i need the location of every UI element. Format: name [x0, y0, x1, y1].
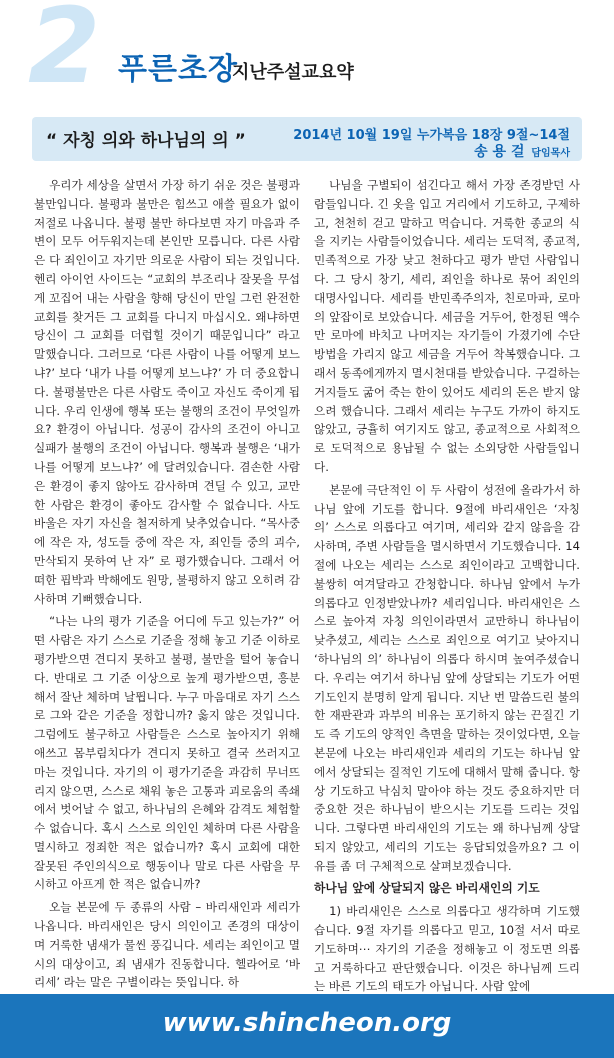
left-column [34, 176, 300, 992]
page-header [0, 0, 614, 112]
page-number: 2 [28, 0, 101, 107]
paragraph: 우리가 세상을 살면서 가장 하기 쉬운 것은 불평과 불만입니다. 불평과 불만은 힘쓰고 애쓸 필요가 없이 저절로 나옵니다. 불평 불만 하다보면 자기 마음과 주변이 모두 어두워지는데 본인만 모릅니다. 다른 사람은 다 죄인이고 자기만 의로운 사람이 되는 것입니다. 헨리 아이언 사이드는 “교회의 부조리나 잘못을 무섭게 꼬집어 내는 사람을 향해 당신이 만일 그런 완전한 교회를 찾거든 그 교회를 다니지 마십시오. 왜냐하면 당신이 그 교회를 더럽힐 것이기 때문입니다” 라고 말했습니다. 그러므로 ‘다른 사람이 나를 어떻게 보느냐?’ 보다 ‘내가 나를 어떻게 보느냐?’ 가 더 중요합니다. 불평불만은 다른 사람도 죽이고 자신도 죽이게 됩니다. 우리 인생에 행복 또는 불행의 조건이 무엇일까요? 환경이 아닙니다. 성공이 감사의 조건이 아니고 실패가 불행의 조건이 아닙니다. 행복과 불행은 ‘내가 나를 어떻게 보느냐?’ 에 달려있습니다. 겸손한 사람은 환경이 좋지 않아도 감사하며 견딜 수 있고, 교만한 사람은 환경이 좋아도 감사할 수 없습니다. 사도 바울은 자기 자신을 철저하게 낮추었습니다. “목사중에 작은 자, 성도들 중에 작은 자, 죄인들 중의 괴수, 만삭되지 못하여 난 자” 로 평가했습니다. 그래서 어떠한 핍박과 박해에도 원망, 불평하지 않고 오히려 감사하며 기뻐했습니다. [34, 178, 300, 606]
right-column [314, 176, 580, 996]
footer-bar [0, 994, 614, 1058]
preacher [474, 141, 570, 161]
sermon-date-scripture: 2014년 10월 19일 누가복음 18장 9절~14절 [293, 128, 570, 143]
subheading: 하나님 앞에 상달되지 않은 바리새인의 기도 [314, 881, 540, 896]
paragraph: 오늘 본문에 두 종류의 사람 – 바리새인과 세리가 나옵니다. 바리새인은 당시 의인이고 존경의 대상이며 거룩한 냄새가 물씬 풍깁니다. 세리는 죄인이고 멸시의 대상이고, 죄 냄새가 진동합니다. 헬라어로 ‘바리세’ 라는 말은 구별이라는 뜻입니다. 하 [34, 900, 300, 990]
paragraph: 나님을 구별되이 섬긴다고 해서 가장 존경받던 사람들입니다. 긴 옷을 입고 거리에서 기도하고, 구제하고, 천천히 걷고 말하고 먹습니다. 거룩한 종교의 식을 지키는 사람들이었습니다. 세리는 도덕적, 종교적,민족적으로 가장 낮고 천하다고 평가 받던 사람입니다. 그 당시 창기, 세리, 죄인을 하나로 묶어 죄인의 대명사입니다. 세리를 반민족주의자, 친로마파, 로마의 앞잡이로 보았습니다. 세금을 거두어, 한정된 액수만 로마에 바치고 나머지는 자기들이 가졌기에 수단방법을 가리지 않고 세금을 거두어 착복했습니다. 그래서 동족에게까지 멸시천대를 받았습니다. 구걸하는 거지들도 굶어 죽는 한이 있어도 세리의 돈은 받지 않으려 했습니다. 그래서 세리는 누구도 가까이 하지도 않았고, 긍휼히 여기지도 않고, 종교적으로 사회적으로 도덕적으로 용납될 수 없는 소외당한 사람들입니다. [314, 178, 580, 474]
sermon-title: “ 자칭 의와 하나님의 의 ” [46, 131, 246, 151]
preacher-name: 송 용 걸 [474, 144, 525, 160]
sermon-banner [32, 117, 582, 161]
section-subtitle: 지난주설교요약 [232, 62, 354, 83]
website-link[interactable]: www.shincheon.org [162, 1008, 452, 1038]
paragraph: “나는 나의 평가 기준을 어디에 두고 있는가?” 어떤 사람은 자기 스스로 기준을 정해 놓고 기준 이하로 평가받으면 견디지 못하고 불평, 불만을 털어 놓습니다. 반대로 그 기준 이상으로 높게 평가받으면, 흥분해서 잘난 체하며 날뜁니다. 누구 마음대로 자기 스스로 그와 같은 기준을 정합니까? 옳지 않은 것입니다. 그럼에도 불구하고 사람들은 스스로 높아지기 위해 애쓰고 몸부림치다가 견디지 못하고 결국 쓰러지고 마는 것입니다. 자기의 이 평가기준을 과감히 무너뜨리지 않으면, 스스로 채워 놓은 고통과 괴로움의 족쇄에서 벗어날 수 없고, 하나님의 은혜와 감격도 체험할 수 없습니다. 혹시 스스로 의인인 체하며 다른 사람을 멸시하고 정죄한 적은 없습니까? 혹시 교회에 대한 잘못된 주인의식으로 행동이나 말로 다른 사람을 무시하고 아프게 한 적은 없습니까? [34, 614, 300, 892]
section-title: 푸른초장 [118, 52, 238, 87]
paragraph: 본문에 극단적인 이 두 사람이 성전에 올라가서 하나님 앞에 기도를 합니다. 9절에 바리새인은 ‘자칭 의’ 스스로 의롭다고 여기며, 세리와 같지 않음을 감사하며, 주변 사람들을 멸시하면서 기도했습니다. 14절에 나오는 세리는 스스로 죄인이라고 고백합니다. 불쌍히 여겨달라고 간청합니다. 하나님 앞에서 누가 의롭다고 인정받았나까? 세리입니다. 바리새인은 스스로 높아져 자칭 의인이라면서 교만하니 하나님이 낮추셨고, 세리는 스스로 죄인으로 여기고 낮아지니 ‘하나님의 의’ 하나님이 의롭다 하시며 높여주셨습니다. 우리는 여기서 하나님 앞에 상달되는 기도가 어떤 기도인지 분명히 알게 됩니다. 지난 번 말씀드린 불의한 재판관과 과부의 비유는 포기하지 않는 끈질긴 기도 즉 기도의 양적인 측면을 말하는 것이었다면, 오늘 본문에 나오는 바리새인과 세리의 기도는 하나님 앞에서 상달되는 질적인 기도에 대해서 말해 줍니다. 항상 기도하고 낙심치 말아야 하는 것도 중요하지만 더 중요한 것은 하나님이 받으시는 기도를 드리는 것입니다. 그렇다면 바리새인의 기도는 왜 하나님께 상달되지 않았고, 세리의 기도는 응답되었을까요? 그 이유를 좀 더 구체적으로 살펴보겠습니다. [314, 482, 580, 873]
preacher-role: 담임목사 [531, 148, 570, 159]
paragraph: 1) 바리새인은 스스로 의롭다고 생각하며 기도했습니다. 9절 자기를 의롭다고 믿고, 10절 서서 따로 기도하며⋯ 자기의 기준을 정해놓고 이 정도면 의롭고 거룩하다고 판단했습니다. 이것은 하나님께 드리는 바른 기도의 태도가 아닙니다. 사람 앞에 [314, 904, 580, 994]
